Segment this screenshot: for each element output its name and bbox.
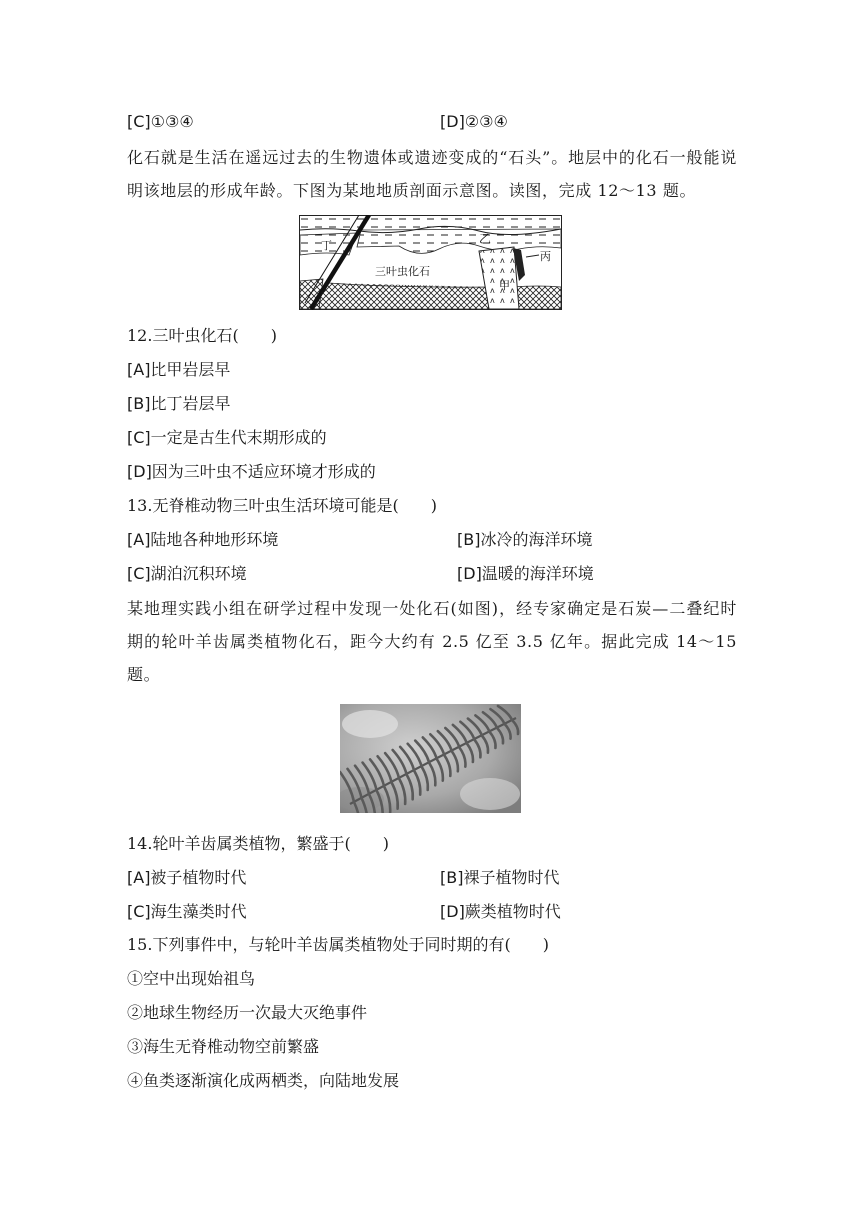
- intro-paragraph-2: 某地理实践小组在研学过程中发现一处化石(如图)，经专家确定是石炭—二叠纪时期的轮叶羊齿属类植物化石，距今大约有 2.5 亿至 3.5 亿年。据此完成 14～15 题。: [127, 599, 737, 684]
- q14-option-d: [D]蕨类植物时代: [440, 902, 561, 921]
- q12-stem: 12.三叶虫化石( ): [127, 326, 277, 345]
- q12-option-a: [A]比甲岩层早: [127, 360, 231, 379]
- q13-option-c: [C]湖泊沉积环境: [127, 564, 247, 583]
- label-ding: 丁: [321, 239, 332, 252]
- q15-option-1: ①空中出现始祖鸟: [127, 969, 256, 988]
- q15-option-3: ③海生无脊椎动物空前繁盛: [127, 1037, 320, 1056]
- q15-option-4: ④鱼类逐渐演化成两栖类，向陆地发展: [127, 1071, 400, 1090]
- label-fossil: 三叶虫化石: [375, 265, 430, 278]
- q13-option-b: [B]冰冷的海洋环境: [457, 530, 593, 549]
- prev-option-c: [C]①③④: [127, 112, 194, 131]
- label-yi: 乙: [479, 232, 492, 246]
- q13-option-a: [A]陆地各种地形环境: [127, 530, 279, 549]
- q12-option-b: [B]比丁岩层早: [127, 394, 231, 413]
- q14-stem: 14.轮叶羊齿属类植物，繁盛于( ): [127, 834, 389, 853]
- q15-option-2: ②地球生物经历一次最大灭绝事件: [127, 1003, 368, 1022]
- q12-option-d: [D]因为三叶虫不适应环境才形成的: [127, 462, 376, 481]
- intro-paragraph-1: 化石就是生活在遥远过去的生物遗体或遗迹变成的“石头”。地层中的化石一般能说明该地层的形成年龄。下图为某地地质剖面示意图。读图，完成 12～13 题。: [127, 148, 737, 200]
- q12-option-c: [C]一定是古生代末期形成的: [127, 428, 327, 447]
- q14-option-a: [A]被子植物时代: [127, 868, 247, 887]
- fern-fossil-photo: [340, 704, 521, 813]
- label-bing: 丙: [540, 250, 551, 263]
- q14-option-c: [C]海生藻类时代: [127, 902, 247, 921]
- q14-option-b: [B]裸子植物时代: [440, 868, 560, 887]
- label-jia: 甲: [499, 279, 510, 292]
- q13-stem: 13.无脊椎动物三叶虫生活环境可能是( ): [127, 496, 437, 515]
- geologic-section-figure: [299, 215, 562, 310]
- q15-stem: 15.下列事件中，与轮叶羊齿属类植物处于同时期的有( ): [127, 935, 549, 954]
- q13-option-d: [D]温暖的海洋环境: [457, 564, 594, 583]
- prev-option-d: [D]②③④: [440, 112, 508, 131]
